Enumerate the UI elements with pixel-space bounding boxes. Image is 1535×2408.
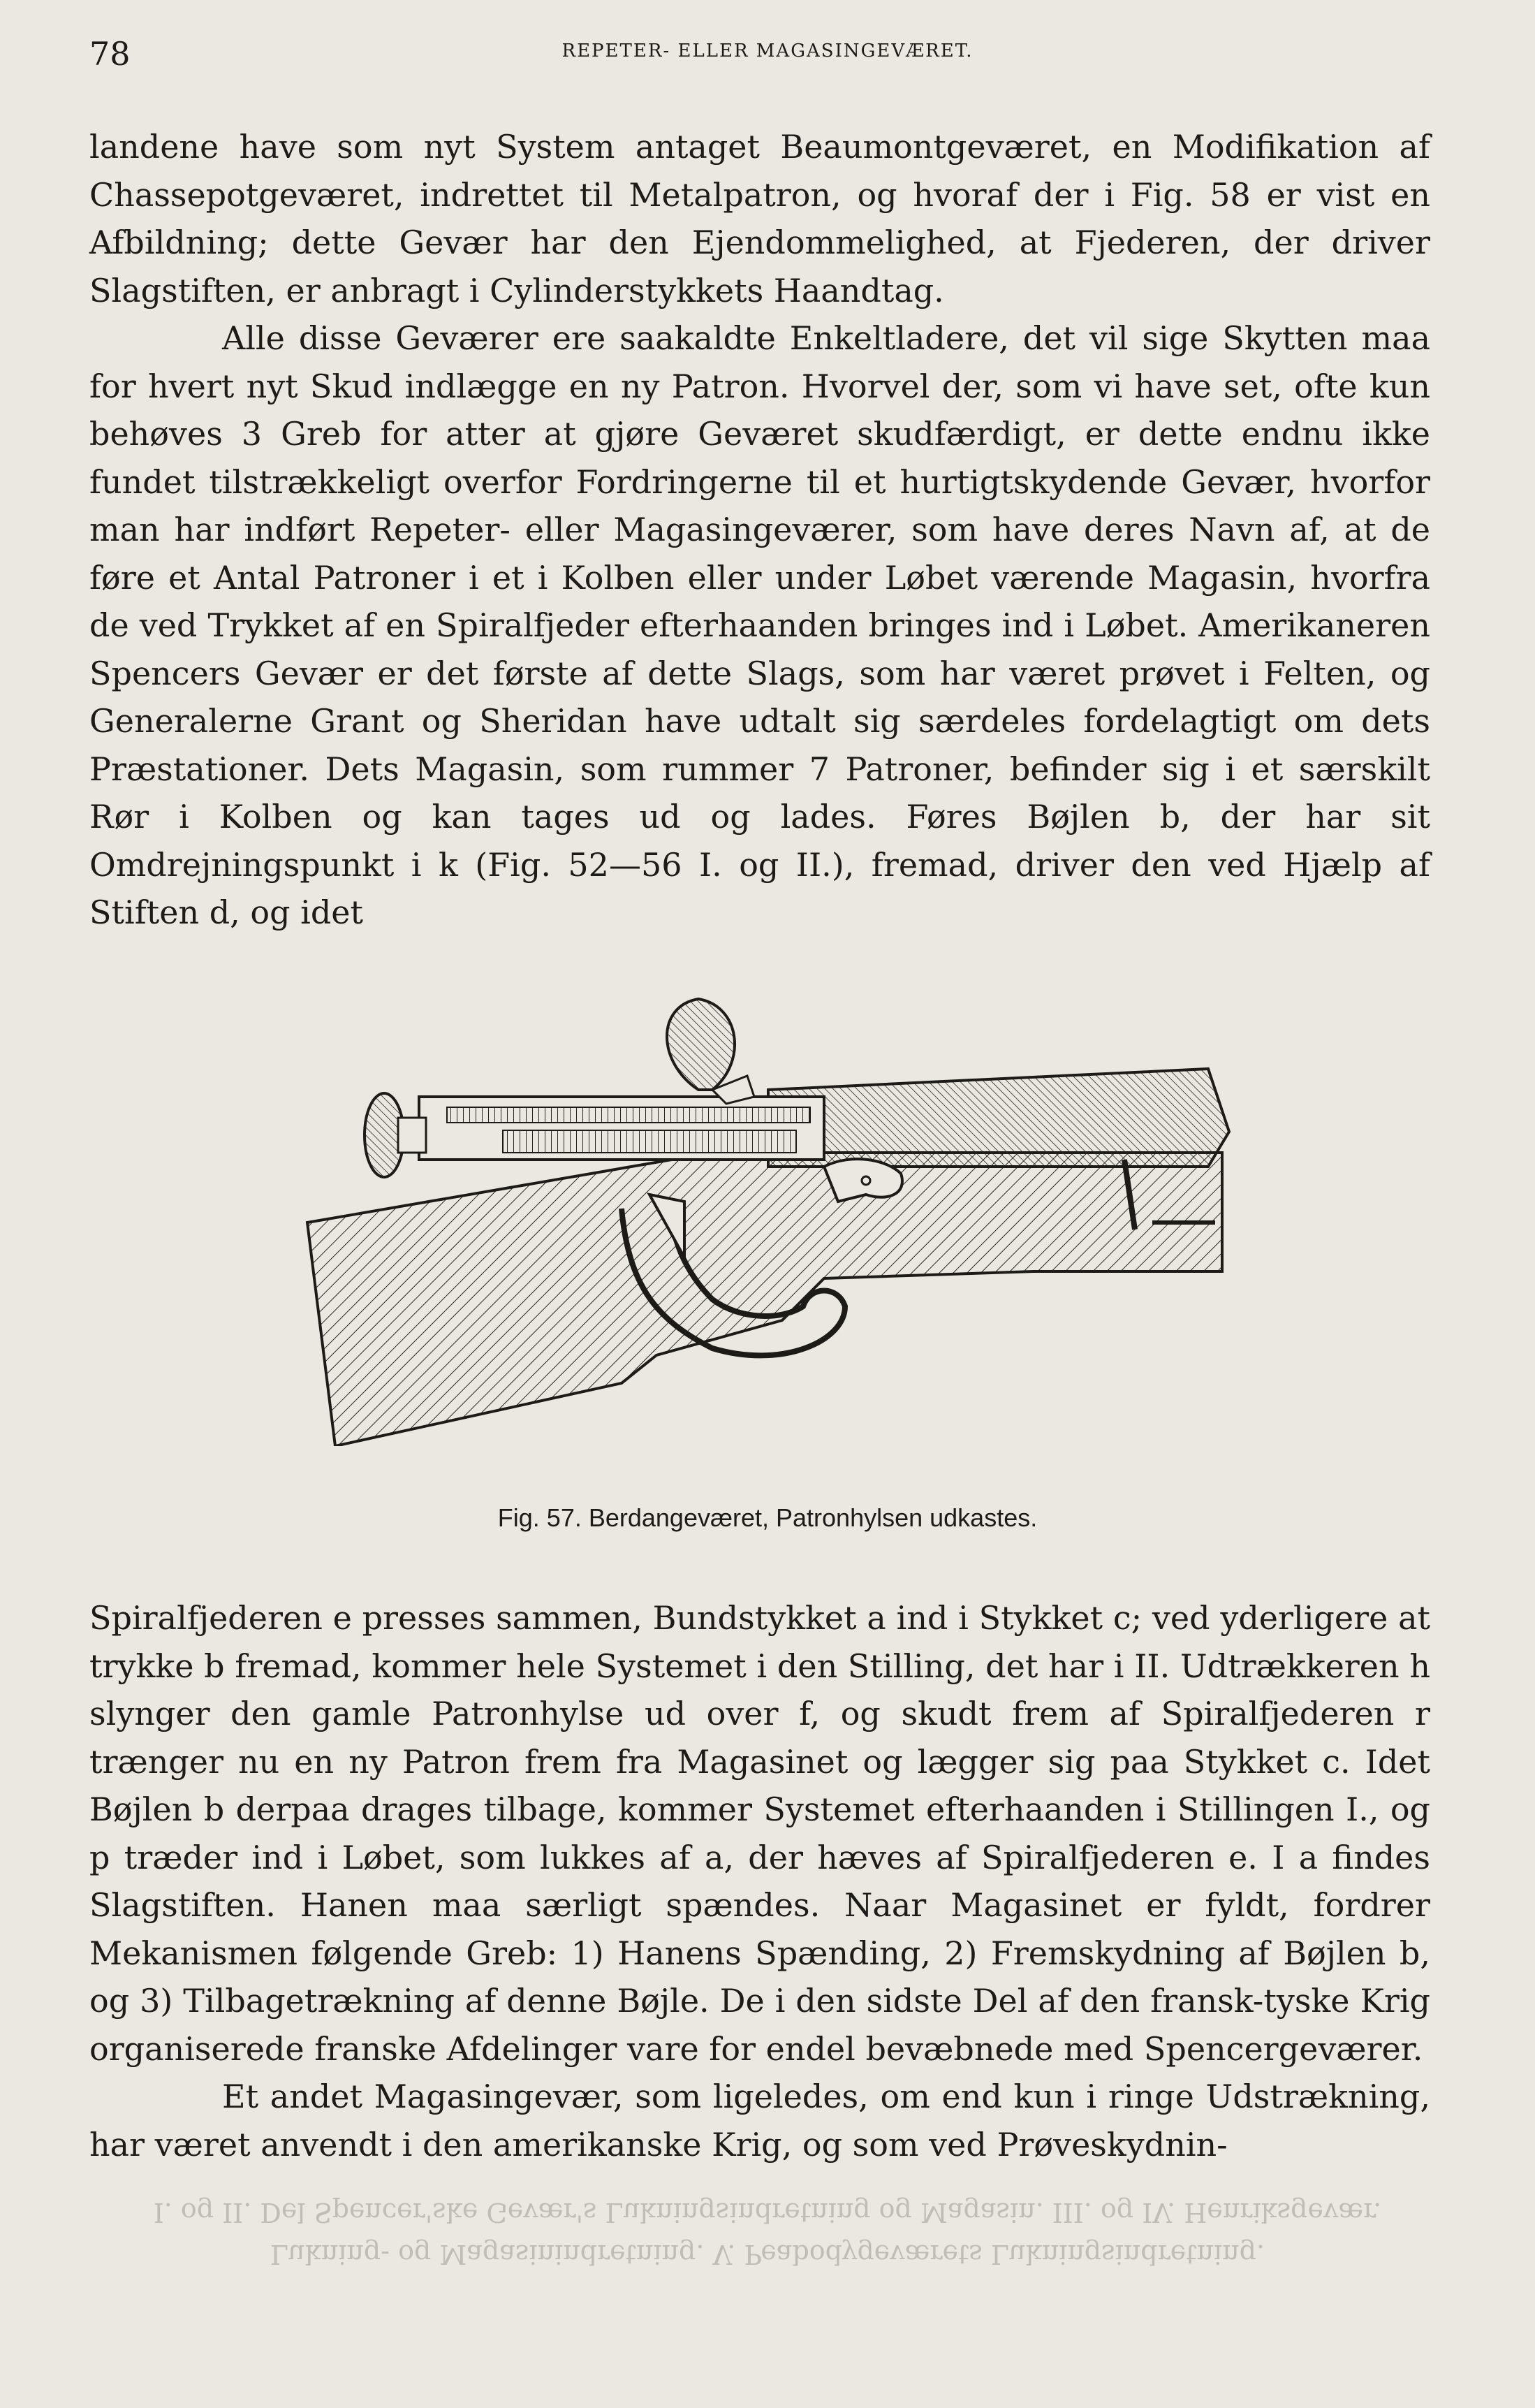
paragraph-1: landene have som nyt System antaget Beaumontgeværet, en Modifikation af Chassepotgeværet, indrettet til Metalpatron, og hvoraf der i Fig. 58 er vist en Afbildning; dette Gevær har den Ejendommelighed, at Fjederen, der driver Slagstiften, er anbragt i Cylinderstykkets Haandtag. [89,128,1430,309]
running-head: REPETER- ELLER MAGASINGEVÆRET. [561,41,974,61]
paragraph-3: Spiralfjederen e presses sammen, Bundstykket a ind i Stykket c; ved yderligere at trykke b fremad, kommer hele Systemet i den Stilling, det har i II. Udtrækkeren h slynger den gamle Patronhylse ud over f, og skudt frem af Spiralfjederen r trænger nu en ny Patron frem fra Magasinet og lægger sig paa Stykket c. Idet Bøjlen b derpaa drages tilbage, kommer Systemet efterhaanden i Stillingen I., og p træder ind i Løbet, som lukkes af a, der hæves af Spiralfjederen e. I a findes Slagstiften. Hanen maa særligt spændes. Naar Magasinet er fyldt, fordrer Mekanismen følgende Greb: 1) Hanens Spænding, 2) Fremskydning af Bøjlen b, og 3) Tilbagetrækning af denne Bøjle. De i den sidste Del af den fransk-tyske Krig organiserede franske Afdelinger vare for endel bevæbnede med Spencergeværer. [89,1599,1430,2068]
rifle-mechanism-illustration [293,992,1257,1446]
body-text-top [89,123,1430,937]
bolt-handle [667,999,754,1104]
bolt-knob [365,1093,426,1177]
bleed-through-line-2: Lukning- og Magasinindretning. V. Peabodygeværets Lukningsindretning. [270,2239,1265,2270]
figure-caption: Fig. 57. Berdangeværet, Patronhylsen udkastes. [497,1503,1038,1532]
paragraph-4: Et andet Magasingevær, som ligeledes, om end kun i ringe Udstrækning, har været anvendt i den amerikanske Krig, og som ved Prøveskydnin- [89,2078,1430,2163]
stock [307,1153,1222,1446]
page-number: 78 [89,35,131,73]
hammer [824,1159,902,1202]
paragraph-2: Alle disse Geværer ere saakaldte Enkeltladere, det vil sige Skytten maa for hvert nyt Skud indlægge en ny Patron. Hvorvel der, som vi have set, ofte kun behøves 3 Greb for atter at gjøre Geværet skudfærdigt, er dette endnu ikke fundet tilstrækkeligt overfor Fordringerne til et hurtigtskydende Gevær, hvorfor man har indført Repeter- eller Magasingeværer, som have deres Navn af, at de føre et Antal Patroner i et i Kolben eller under Løbet værende Magasin, hvorfra de ved Trykket af en Spiralfjeder efterhaanden bringes ind i Løbet. Amerikaneren Spencers Gevær er det første af dette Slags, som har været prøvet i Felten, og Generalerne Grant og Sheridan have udtalt sig særdeles fordelagtigt om dets Præstationer. Dets Magasin, som rummer 7 Patroner, befinder sig i et særskilt Rør i Kolben og kan tages ud og lades. Føres Bøjlen b, der har sit Omdrejningspunkt i k (Fig. 52—56 I. og II.), fremad, driver den ved Hjælp af Stiften d, og idet [89,319,1430,931]
barrel [768,1069,1229,1167]
receiver [419,1097,824,1160]
body-text-bottom [89,1594,1430,2168]
bleed-through-line-1: I. og II. Del Spencer'ske Gevær's Lukningsindretning og Magasin. III. og IV. Henriksgevær. [153,2197,1382,2228]
